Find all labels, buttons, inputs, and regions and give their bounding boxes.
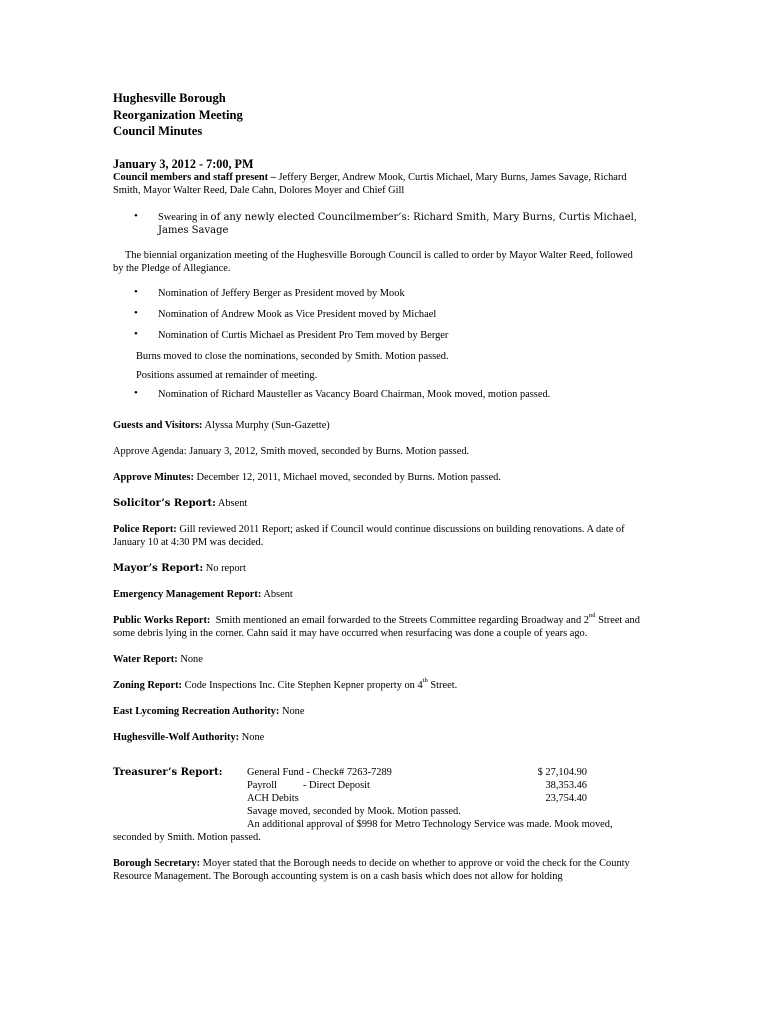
water-text: None <box>180 653 203 665</box>
nomination-item <box>113 329 643 342</box>
zoning-text-b: Street. <box>430 679 458 691</box>
swearing-in-label: Swearing in <box>158 211 208 223</box>
treasurer-row-amount: 38,353.46 <box>545 779 587 791</box>
bullet-icon: • <box>134 306 138 319</box>
attendance-label: Council members and staff present – <box>113 171 276 183</box>
water-section <box>113 653 643 666</box>
hughesville-wolf-text: None <box>241 731 265 743</box>
mayor-text: No report <box>205 562 246 574</box>
police-section <box>113 523 643 549</box>
treasurer-label: Treasurer’s Report: <box>113 766 223 778</box>
emergency-section <box>113 588 643 601</box>
title-line-2: Reorganization Meeting <box>113 107 243 122</box>
approve-agenda-text: Approve Agenda: January 3, 2012, Smith moved, seconded by Burns. Motion passed. <box>113 445 470 457</box>
emergency-label: Emergency Management Report: <box>113 588 262 600</box>
close-nominations-text: Burns moved to close the nominations, seconded by Smith. Motion passed. <box>136 350 449 362</box>
vacancy-item <box>113 388 643 401</box>
title-line-1: Hughesville Borough <box>113 91 226 105</box>
approve-minutes-section <box>113 471 643 484</box>
nomination-text: Nomination of Jeffery Berger as President moved by Mook <box>158 287 405 299</box>
zoning-label: Zoning Report: <box>113 679 182 691</box>
treasurer-additional-a: An additional approval of $998 for Metro Technology Service was made. Mook moved, <box>247 818 613 830</box>
bullet-icon: • <box>134 285 138 298</box>
vacancy-text: Nomination of Richard Mausteller as Vacancy Board Chairman, Mook moved, motion passed. <box>158 388 551 400</box>
treasurer-motion: Savage moved, seconded by Mook. Motion passed. <box>247 805 461 817</box>
public-works-label: Public Works Report: <box>113 614 211 626</box>
guests-section <box>113 419 643 432</box>
east-lycoming-text: None <box>281 705 305 717</box>
bullet-icon: • <box>134 327 138 340</box>
east-lycoming-label: East Lycoming Recreation Authority: <box>113 705 280 717</box>
treasurer-row <box>247 766 587 779</box>
swearing-in-item <box>113 211 643 237</box>
meeting-date: January 3, 2012 - 7:00, PM <box>113 156 254 171</box>
water-label: Water Report: <box>113 653 178 665</box>
positions-text: Positions assumed at remainder of meeting. <box>136 369 318 381</box>
intro-paragraph: The biennial organization meeting of the Hughesville Borough Council is called to order by Mayor Walter Reed, followed by the Pledge of Allegiance. <box>113 249 633 274</box>
secretary-section <box>113 857 643 883</box>
mayor-label: Mayor’s Report: <box>113 562 204 574</box>
nomination-item <box>113 308 643 321</box>
treasurer-row-amount: 23,754.40 <box>545 792 587 804</box>
treasurer-report <box>113 766 643 818</box>
nomination-item <box>113 287 643 300</box>
treasurer-additional-b: seconded by Smith. Motion passed. <box>113 831 261 843</box>
east-lycoming-section <box>113 705 643 718</box>
mayor-section <box>113 562 643 575</box>
swearing-in-names: of any newly elected Councilmember’s: Richard Smith, Mary Burns, Curtis Michael, James Savage <box>158 211 638 236</box>
treasurer-row <box>247 779 587 792</box>
hughesville-wolf-label: Hughesville-Wolf Authority: <box>113 731 240 743</box>
police-label: Police Report: <box>113 523 177 535</box>
document-title <box>113 90 643 140</box>
solicitor-label: Solicitor’s Report: <box>113 497 216 509</box>
treasurer-row-desc: General Fund - Check# 7263-7289 <box>247 766 392 778</box>
public-works-text-b: Street and some debris lying in the corner. Cahn said it may have occurred when resurfacing was done a couple of years ago. <box>113 614 640 639</box>
attendance-paragraph <box>113 171 643 197</box>
nomination-text: Nomination of Andrew Mook as Vice President moved by Michael <box>158 308 437 320</box>
approve-minutes-label: Approve Minutes: <box>113 471 194 483</box>
bullet-icon: • <box>134 386 138 399</box>
police-text: Gill reviewed 2011 Report; asked if Council would continue discussions on building renovations. A date of January 10 at 4:30 PM was decided. <box>113 523 625 548</box>
approve-minutes-text: December 12, 2011, Michael moved, seconded by Burns. Motion passed. <box>196 471 501 483</box>
public-works-section <box>113 614 643 640</box>
public-works-sup: nd <box>588 612 596 620</box>
treasurer-row-amount: $ 27,104.90 <box>537 766 587 778</box>
bullet-icon: • <box>134 209 138 222</box>
solicitor-text: Absent <box>217 497 248 509</box>
minutes-page <box>113 90 643 883</box>
attendance-text: Jeffery Berger, Andrew Mook, Curtis Michael, Mary Burns, James Savage, Richard Smith, Mayor Walter Reed, Dale Cahn, Dolores Moyer and Chief Gill <box>113 171 627 196</box>
treasurer-motion-row <box>247 805 587 818</box>
title-line-3: Council Minutes <box>113 124 203 138</box>
zoning-sup: th <box>422 677 428 685</box>
secretary-text: Moyer stated that the Borough needs to decide on whether to approve or void the check for the County Resource Management. The Borough accounting system is on a cash basis which does not allow for holding <box>113 857 630 882</box>
treasurer-row-desc: Payroll - Direct Deposit <box>247 779 370 791</box>
nomination-text: Nomination of Curtis Michael as President Pro Tem moved by Berger <box>158 329 449 341</box>
solicitor-section <box>113 497 643 510</box>
guests-text: Alyssa Murphy (Sun-Gazette) <box>204 419 330 431</box>
hughesville-wolf-section <box>113 731 643 744</box>
treasurer-row-desc: ACH Debits <box>247 792 299 804</box>
guests-label: Guests and Visitors: <box>113 419 203 431</box>
zoning-text-a: Code Inspections Inc. Cite Stephen Kepner property on 4 <box>184 679 423 691</box>
secretary-label: Borough Secretary: <box>113 857 201 869</box>
treasurer-row <box>247 792 587 805</box>
zoning-section <box>113 679 643 692</box>
emergency-text: Absent <box>263 588 293 600</box>
public-works-text-a: Smith mentioned an email forwarded to the Streets Committee regarding Broadway and 2 <box>215 614 589 626</box>
